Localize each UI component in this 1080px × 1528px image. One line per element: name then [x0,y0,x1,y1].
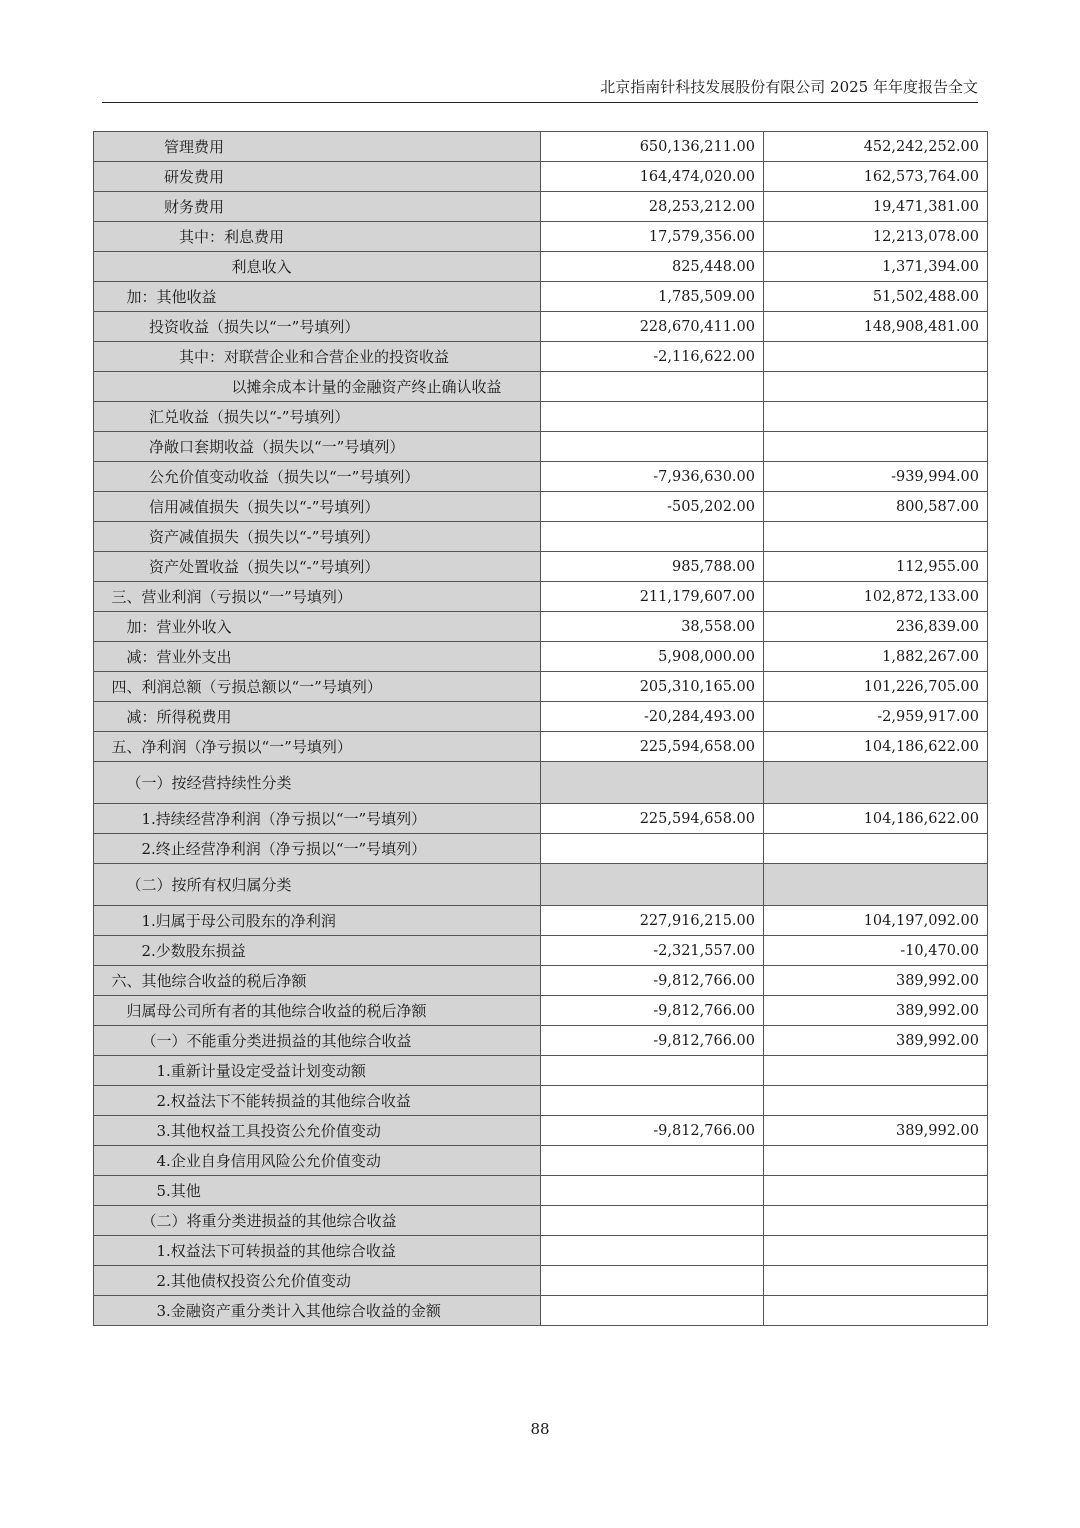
row-label: 2.终止经营净利润（净亏损以“一”号填列） [94,834,541,864]
current-period-value: 227,916,215.00 [541,906,764,936]
row-label: 3.金融资产重分类计入其他综合收益的金额 [94,1296,541,1326]
prior-period-value [764,1176,988,1206]
table-row [94,252,988,282]
table-row [94,1056,988,1086]
table-row [94,864,988,906]
prior-period-value [764,1056,988,1086]
table-row [94,732,988,762]
prior-period-value [764,372,988,402]
table-row [94,1296,988,1326]
row-label: 信用减值损失（损失以“-”号填列） [94,492,541,522]
table-row [94,804,988,834]
row-label: 减：所得税费用 [94,702,541,732]
current-period-value: 17,579,356.00 [541,222,764,252]
table-row [94,132,988,162]
table-row [94,762,988,804]
current-period-value: 225,594,658.00 [541,804,764,834]
row-label: 三、营业利润（亏损以“一”号填列） [94,582,541,612]
prior-period-value [764,762,988,804]
prior-period-value: 112,955.00 [764,552,988,582]
prior-period-value: 389,992.00 [764,1116,988,1146]
prior-period-value: 51,502,488.00 [764,282,988,312]
table-row [94,672,988,702]
current-period-value: -2,321,557.00 [541,936,764,966]
table-row [94,192,988,222]
current-period-value: 205,310,165.00 [541,672,764,702]
current-period-value: 28,253,212.00 [541,192,764,222]
row-label: 五、净利润（净亏损以“一”号填列） [94,732,541,762]
prior-period-value: -10,470.00 [764,936,988,966]
row-label: 4.企业自身信用风险公允价值变动 [94,1146,541,1176]
table-row [94,462,988,492]
row-label: 其中：对联营企业和合营企业的投资收益 [94,342,541,372]
prior-period-value: 104,197,092.00 [764,906,988,936]
table-row [94,222,988,252]
table-row [94,1176,988,1206]
current-period-value [541,432,764,462]
prior-period-value [764,522,988,552]
table-row [94,552,988,582]
prior-period-value: -2,959,917.00 [764,702,988,732]
row-label: 以摊余成本计量的金融资产终止确认收益 [94,372,541,402]
row-label: 其中：利息费用 [94,222,541,252]
table-row [94,996,988,1026]
prior-period-value: 12,213,078.00 [764,222,988,252]
prior-period-value: 389,992.00 [764,1026,988,1056]
current-period-value [541,1236,764,1266]
current-period-value [541,1266,764,1296]
prior-period-value: 1,371,394.00 [764,252,988,282]
table-row [94,162,988,192]
current-period-value [541,522,764,552]
current-period-value: 5,908,000.00 [541,642,764,672]
prior-period-value [764,864,988,906]
current-period-value [541,372,764,402]
current-period-value [541,1206,764,1236]
current-period-value [541,1086,764,1116]
row-label: 管理费用 [94,132,541,162]
current-period-value: -505,202.00 [541,492,764,522]
row-label: （一）不能重分类进损益的其他综合收益 [94,1026,541,1056]
table-row [94,342,988,372]
current-period-value: -20,284,493.00 [541,702,764,732]
table-row [94,1146,988,1176]
current-period-value [541,1176,764,1206]
current-period-value: -9,812,766.00 [541,1026,764,1056]
row-label: （一）按经营持续性分类 [94,762,541,804]
row-label: 四、利润总额（亏损总额以“一”号填列） [94,672,541,702]
table-row [94,1266,988,1296]
table-row [94,612,988,642]
row-label: 减：营业外支出 [94,642,541,672]
table-row [94,582,988,612]
row-label: 六、其他综合收益的税后净额 [94,966,541,996]
current-period-value: 228,670,411.00 [541,312,764,342]
prior-period-value: 1,882,267.00 [764,642,988,672]
prior-period-value: 101,226,705.00 [764,672,988,702]
prior-period-value: 104,186,622.00 [764,804,988,834]
current-period-value: -9,812,766.00 [541,1116,764,1146]
current-period-value: 650,136,211.00 [541,132,764,162]
table-row [94,522,988,552]
prior-period-value: 800,587.00 [764,492,988,522]
prior-period-value: 236,839.00 [764,612,988,642]
current-period-value [541,762,764,804]
prior-period-value [764,432,988,462]
current-period-value: 825,448.00 [541,252,764,282]
table-row [94,936,988,966]
current-period-value: 164,474,020.00 [541,162,764,192]
row-label: 5.其他 [94,1176,541,1206]
table-row [94,1116,988,1146]
current-period-value: -2,116,622.00 [541,342,764,372]
current-period-value: -7,936,630.00 [541,462,764,492]
prior-period-value: 19,471,381.00 [764,192,988,222]
table-row [94,906,988,936]
current-period-value: 1,785,509.00 [541,282,764,312]
row-label: 研发费用 [94,162,541,192]
current-period-value: -9,812,766.00 [541,996,764,1026]
prior-period-value [764,834,988,864]
table-row [94,372,988,402]
header-divider [102,102,978,103]
prior-period-value: -939,994.00 [764,462,988,492]
row-label: 3.其他权益工具投资公允价值变动 [94,1116,541,1146]
prior-period-value [764,342,988,372]
current-period-value: 211,179,607.00 [541,582,764,612]
table-row [94,834,988,864]
table-row [94,492,988,522]
row-label: 资产减值损失（损失以“-”号填列） [94,522,541,552]
row-label: 1.持续经营净利润（净亏损以“一”号填列） [94,804,541,834]
prior-period-value: 452,242,252.00 [764,132,988,162]
row-label: （二）按所有权归属分类 [94,864,541,906]
prior-period-value: 389,992.00 [764,966,988,996]
table-row [94,1026,988,1056]
row-label: 加：营业外收入 [94,612,541,642]
current-period-value: 225,594,658.00 [541,732,764,762]
table-row [94,642,988,672]
row-label: 净敞口套期收益（损失以“一”号填列） [94,432,541,462]
current-period-value: 985,788.00 [541,552,764,582]
table-row [94,432,988,462]
table-row [94,1206,988,1236]
row-label: 加：其他收益 [94,282,541,312]
prior-period-value [764,1206,988,1236]
row-label: 汇兑收益（损失以“-”号填列） [94,402,541,432]
prior-period-value [764,1236,988,1266]
row-label: 财务费用 [94,192,541,222]
table-row [94,282,988,312]
row-label: 资产处置收益（损失以“-”号填列） [94,552,541,582]
income-statement-table [93,131,988,1326]
prior-period-value [764,1146,988,1176]
page-header: 北京指南针科技发展股份有限公司 2025 年年度报告全文 [600,78,978,96]
row-label: 2.其他债权投资公允价值变动 [94,1266,541,1296]
row-label: 投资收益（损失以“一”号填列） [94,312,541,342]
prior-period-value: 389,992.00 [764,996,988,1026]
prior-period-value [764,1266,988,1296]
row-label: 1.归属于母公司股东的净利润 [94,906,541,936]
current-period-value: -9,812,766.00 [541,966,764,996]
prior-period-value: 148,908,481.00 [764,312,988,342]
current-period-value [541,834,764,864]
table-row [94,1086,988,1116]
row-label: 公允价值变动收益（损失以“一”号填列） [94,462,541,492]
row-label: 1.重新计量设定受益计划变动额 [94,1056,541,1086]
table-row [94,312,988,342]
prior-period-value: 104,186,622.00 [764,732,988,762]
table-row [94,966,988,996]
current-period-value [541,1296,764,1326]
current-period-value [541,1056,764,1086]
prior-period-value: 162,573,764.00 [764,162,988,192]
prior-period-value: 102,872,133.00 [764,582,988,612]
row-label: 2.少数股东损益 [94,936,541,966]
table-row [94,702,988,732]
prior-period-value [764,1086,988,1116]
prior-period-value [764,1296,988,1326]
table-row [94,1236,988,1266]
current-period-value [541,402,764,432]
prior-period-value [764,402,988,432]
current-period-value: 38,558.00 [541,612,764,642]
row-label: 2.权益法下不能转损益的其他综合收益 [94,1086,541,1116]
row-label: （二）将重分类进损益的其他综合收益 [94,1206,541,1236]
table-row [94,402,988,432]
row-label: 1.权益法下可转损益的其他综合收益 [94,1236,541,1266]
row-label: 利息收入 [94,252,541,282]
page-number: 88 [530,1420,550,1438]
current-period-value [541,864,764,906]
row-label: 归属母公司所有者的其他综合收益的税后净额 [94,996,541,1026]
current-period-value [541,1146,764,1176]
